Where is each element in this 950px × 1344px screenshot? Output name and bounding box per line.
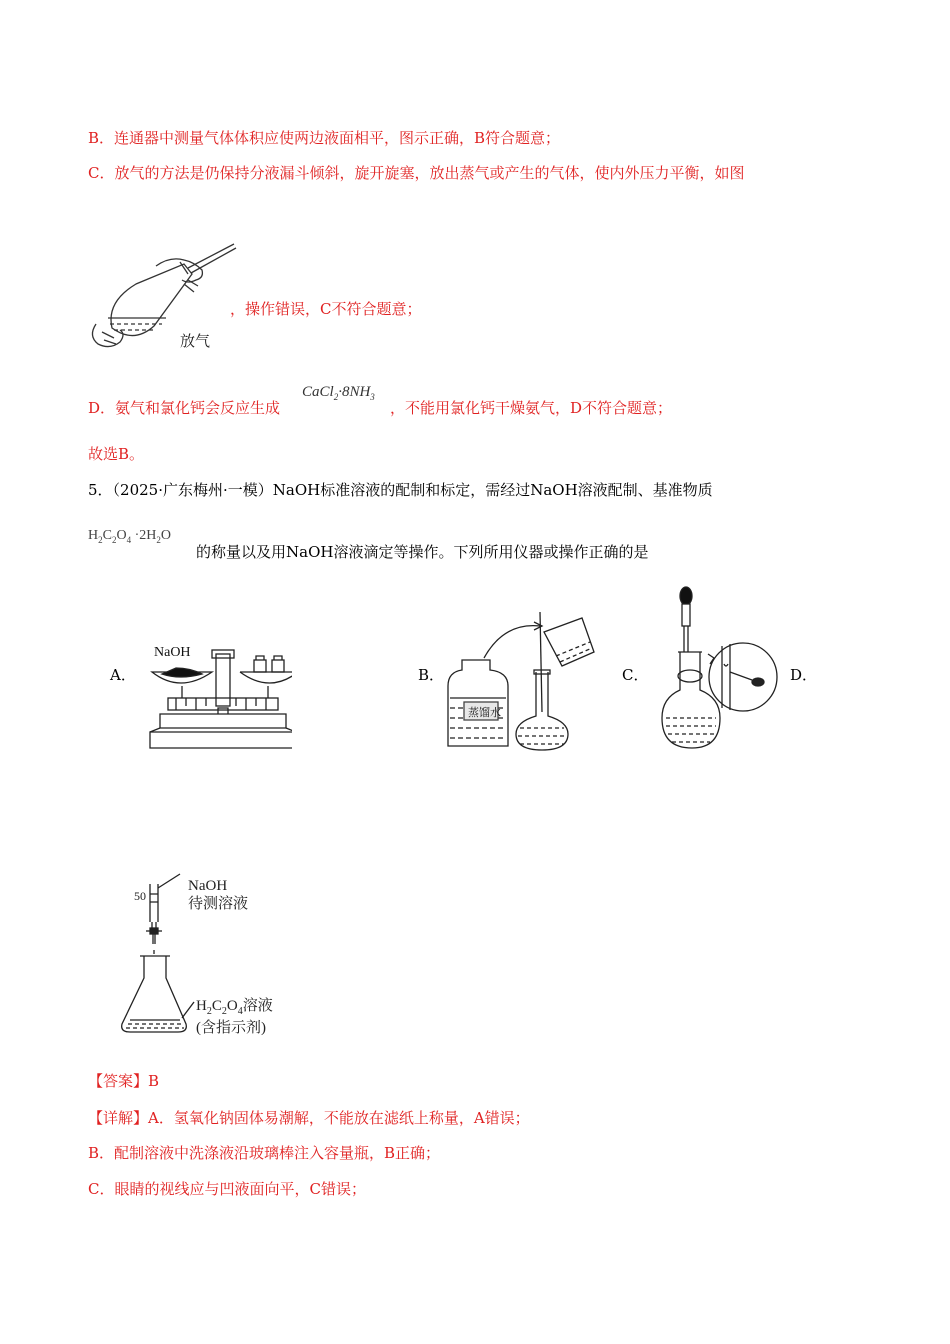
analyte-formula: $H_2C_2O_4$溶液 xyxy=(196,998,273,1017)
answer-label: 【答案】 xyxy=(88,1072,149,1090)
formula-h2c2o4-2h2o: $H_2C_2O_4 \cdot 2H_2O$ xyxy=(88,528,171,545)
balance-label: NaOH xyxy=(154,645,191,660)
titrant-label: NaOH xyxy=(188,878,228,894)
explanation-c: C．放气的方法是仍保持分液漏斗倾斜，旋开旋塞，放出蒸气或产生的气体，使内外压力平衡，如图 xyxy=(88,164,745,182)
conclusion: 故选B。 xyxy=(88,445,145,463)
answer-value: B xyxy=(148,1072,160,1090)
indicator-label: (含指示剂) xyxy=(196,1020,266,1036)
titration-figure xyxy=(120,872,300,1048)
transfer-figure xyxy=(444,612,598,756)
option-b-label: B． xyxy=(418,666,445,684)
explanation-d-suffix: ，不能用氯化钙干燥氨气，D不符合题意； xyxy=(390,399,673,417)
explanation-c-tail: ，操作错误，C不符合题意； xyxy=(230,300,422,318)
question-5-line2: 的称量以及用NaOH溶液滴定等操作。下列所用仪器或操作正确的是 xyxy=(196,543,649,561)
balance-figure xyxy=(146,636,292,754)
vent-label: 放气 xyxy=(180,334,211,350)
vent-figure xyxy=(84,240,244,358)
burette-scale: 50 xyxy=(134,889,146,903)
bottle-label: 蒸馏水 xyxy=(468,707,501,719)
detail-label: 【详解】 xyxy=(88,1109,149,1127)
option-d-label: D． xyxy=(790,666,818,684)
option-a-label: A． xyxy=(110,666,136,684)
answer-line xyxy=(88,1071,159,1091)
option-c-label: C． xyxy=(622,666,649,684)
explanation-b: B．连通器中测量气体体积应使两边液面相平，图示正确，B符合题意； xyxy=(88,129,561,147)
detail-a: A．氢氧化钠固体易潮解，不能放在滤纸上称量，A错误； xyxy=(148,1109,530,1127)
eye-view-figure xyxy=(706,640,780,714)
titrant-description: 待测溶液 xyxy=(188,896,249,912)
detail-line-a xyxy=(88,1108,530,1128)
question-5-line1: 5．（2025·广东梅州·一模）NaOH标准溶液的配制和标定，需经过NaOH溶液配制、基准物质 xyxy=(88,481,713,499)
detail-c: C．眼睛的视线应与凹液面向平，C错误； xyxy=(88,1180,366,1198)
explanation-d-prefix: D．氨气和氯化钙会反应生成 xyxy=(88,399,281,417)
detail-b: B．配制溶液中洗涤液沿玻璃棒注入容量瓶，B正确； xyxy=(88,1144,441,1162)
formula-cacl2-8nh3: $CaCl_2\cdot 8NH_3$ xyxy=(302,384,375,402)
